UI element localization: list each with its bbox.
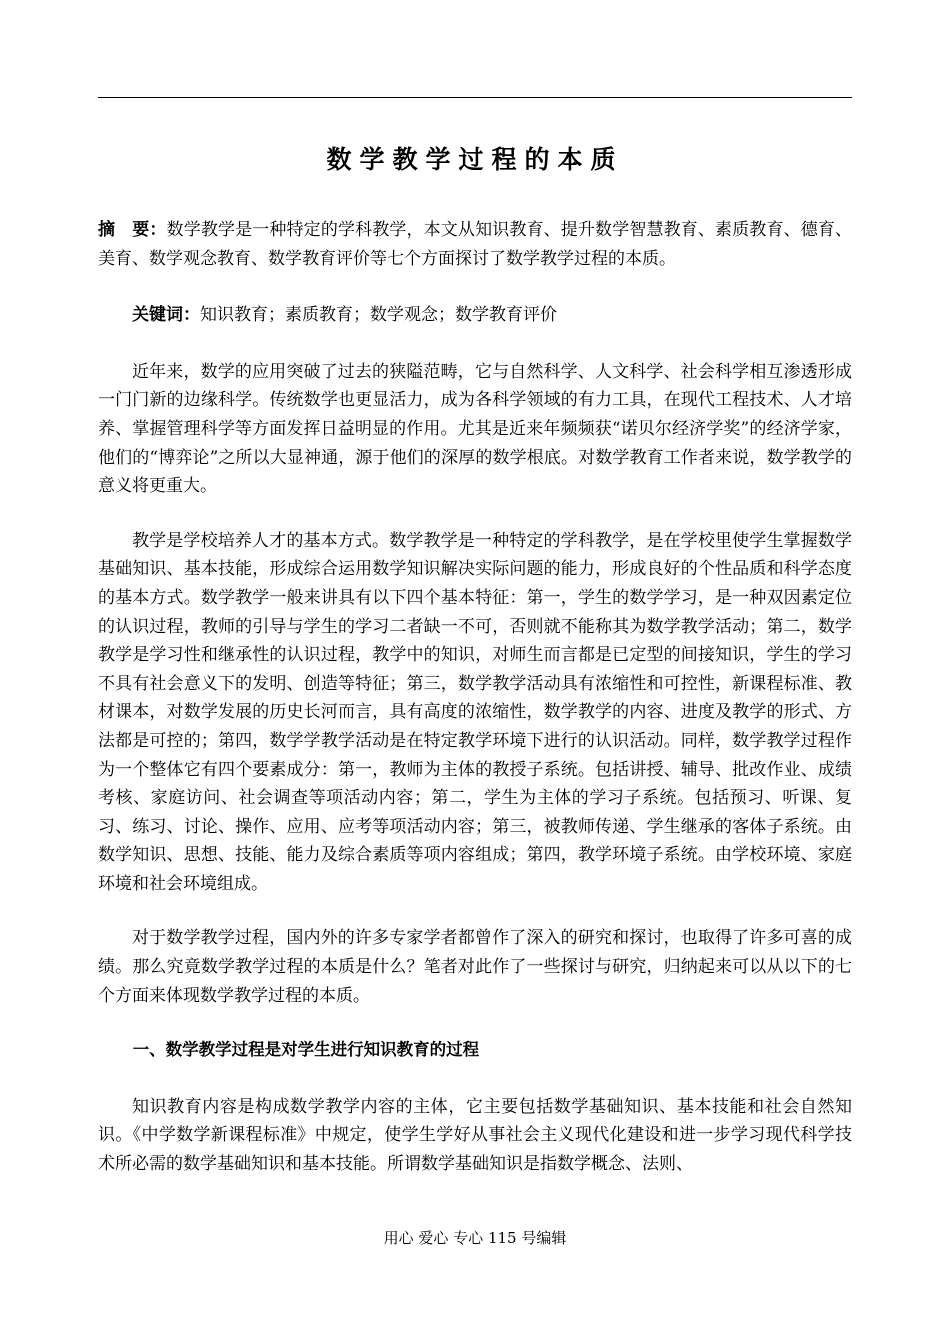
section-heading: 一、数学教学过程是对学生进行知识教育的过程: [132, 1040, 480, 1060]
abstract-label: 摘 要：: [98, 220, 167, 240]
keywords-label: 关键词：: [132, 305, 200, 326]
body-paragraph: 教学是学校培养人才的基本方式。数学教学是一种特定的学科教学，是在学校里使学生掌握数学基础知识、基本技能，形成综合运用数学知识解决实际问题的能力，形成良好的个性品质和科学态度的基本方式。数学教学一般来讲具有以下四个基本特征：第一，学生的数学学习，是一种双因素定位的认识过程，教师的引导与学生的学习二者缺一不可，否则就不能称其为数学教学活动；第二，数学教学是学习性和继承性的认识过程，教学中的知识，对师生而言都是已定型的间接知识，学生的学习不具有社会意义下的发明、创造等特征；第三，数学教学活动具有浓缩性和可控性，新课程标准、教材课本，对数学发展的历史长河而言，具有高度的浓缩性，数学教学的内容、进度及教学的形式、方法都是可控的；第四，数学学教学活动是在特定教学环境下进行的认识活动。同样，数学教学过程作为一个整体它有四个要素成分：第一，教师为主体的教授子系统。包括讲授、辅导、批改作业、成绩考核、家庭访问、社会调查等项活动内容；第二，学生为主体的学习子系统。包括预习、听课、复习、练习、讨论、操作、应用、应考等项活动内容；第三，被教师传递、学生继承的客体子系统。由数学知识、思想、技能、能力及综合素质等项内容组成；第四，教学环境子系统。由学校环境、家庭环境和社会环境组成。: [98, 530, 852, 894]
keywords: [98, 301, 852, 330]
header-rule: [98, 97, 852, 98]
keywords-text: 知识教育；素质教育；数学观念；数学教育评价: [200, 305, 557, 326]
document-title: 数学教学过程的本质: [326, 145, 624, 174]
section-paragraph: 知识教育内容是构成数学教学内容的主体，它主要包括数学基础知识、基本技能和社会自然知识。《中学数学新课程标准》中规定，使学生学好从事社会主义现代化建设和进一步学习现代科学技术所必需的数学基础知识和基本技能。所谓数学基础知识是指数学概念、法则、: [98, 1096, 852, 1175]
page-footer: 用心 爱心 专心 115 号编辑: [383, 1229, 567, 1247]
abstract: [98, 216, 852, 273]
document-body: [98, 216, 852, 1205]
abstract-text: 数学教学是一种特定的学科教学，本文从知识教育、提升数学智慧教育、素质教育、德育、美育、数学观念教育、数学教育评价等七个方面探讨了数学教学过程的本质。: [98, 220, 853, 269]
body-paragraph: 对于数学教学过程，国内外的许多专家学者都曾作了深入的研究和探讨，也取得了许多可喜的成绩。那么究竟数学教学过程的本质是什么？笔者对此作了一些探讨与研究，归纳起来可以从以下的七个方面来体现数学教学过程的本质。: [98, 928, 852, 1006]
body-paragraph: 近年来，数学的应用突破了过去的狭隘范畴，它与自然科学、人文科学、社会科学相互渗透形成一门门新的边缘科学。传统数学也更显活力，成为各科学领域的有力工具，在现代工程技术、人才培养、掌握管理科学等方面发挥日益明显的作用。尤其是近来年频频获“诺贝尔经济学奖”的经济学家，他们的“博弈论”之所以大显神通，源于他们的深厚的数学根底。对数学教育工作者来说，数学教学的意义将更重大。: [98, 361, 852, 497]
